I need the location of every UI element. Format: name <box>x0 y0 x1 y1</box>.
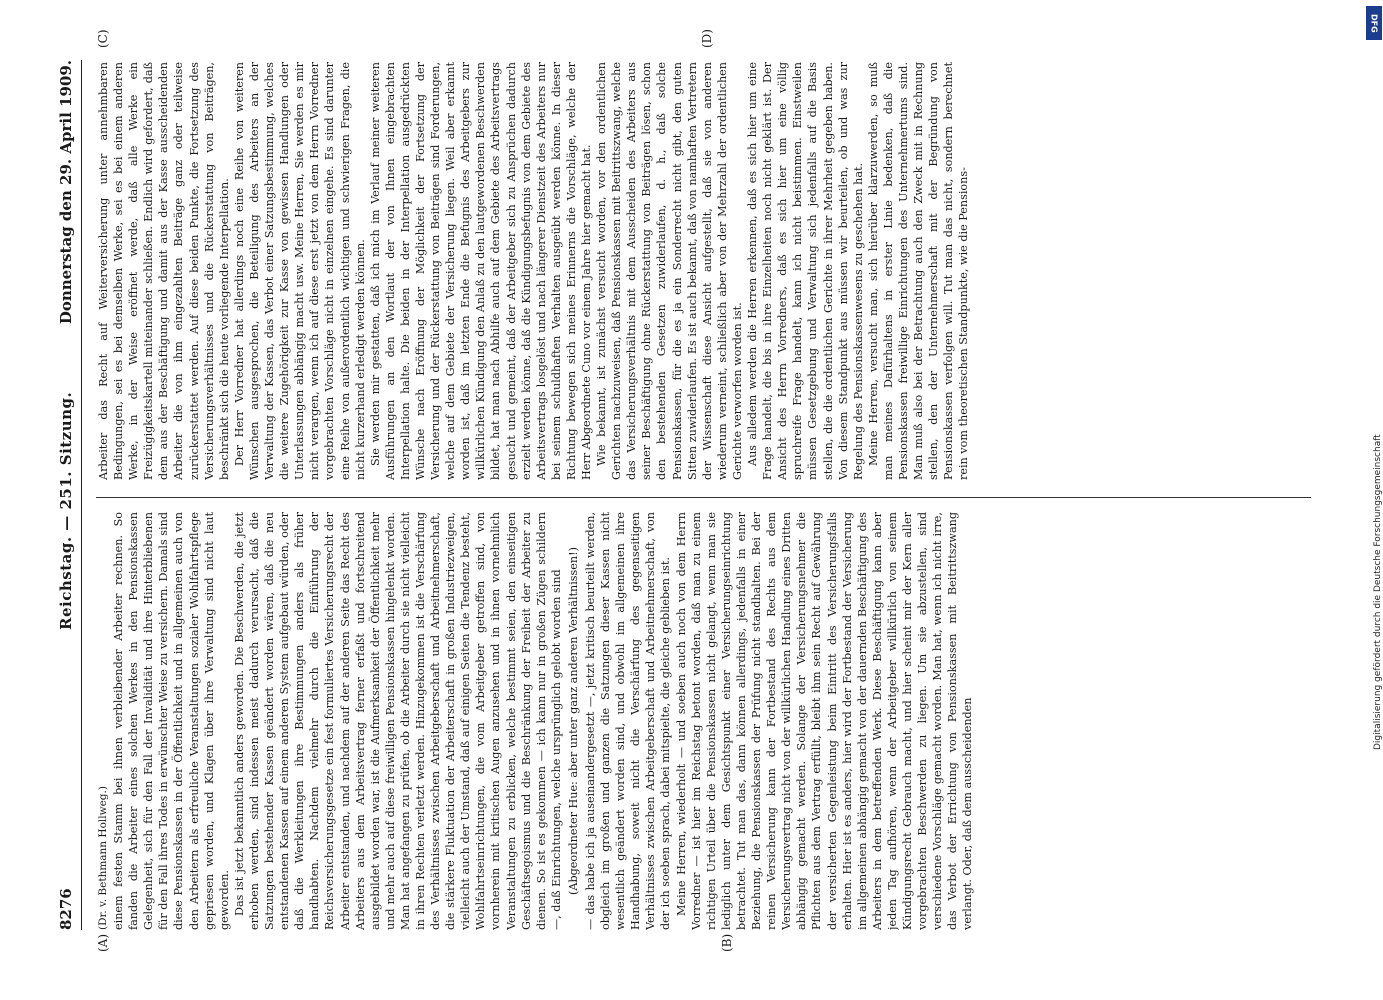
dfg-credit <box>1368 10 1383 750</box>
paragraph: Sie werden mir gestatten, daß ich mich im Verlauf meiner weiteren Ausführungen an den Wortlaut der von Ihnen eingebrachten Interpellation halte. Die beiden in der Interpellation ausgedrückten Wünsche nach Eröffnung der Möglichkeit der Fortsetzung der Versicherung und der Rückerstattung von Beiträgen sind Forderungen, welche auf dem Gebiete der Versicherung liegen. Weil aber erkannt worden ist, daß im letzten Ende die Befugnis des Arbeitgebers zur willkürlichen Kündigung den Anlaß zu den lautgewordenen Beschwerden bildet, hat man nach Abhilfe auch auf dem Gebiete des Arbeitsvertrags gesucht und gemeint, daß der Arbeitgeber sich zu Ansprüchen dadurch erzielt werden könne, daß die Kündigungsbefugnis von dem Gebiete des Arbeitsvertrags losgelöst und nach längerer Dienstzeit des Arbeiters nur bei seinem schuldhaften Verhalten ausgeübt werden könne. In dieser Richtung bewegen sich meines Erinnerns die Vorschläge, welche der Herr Abgeordnete Cuno vor einem Jahre hier gemacht hat. <box>368 62 593 480</box>
paragraph: Der Herr Vorredner hat allerdings noch eine Reihe von weiteren Wünschen ausgesprochen, die Beteiligung des Arbeiters an der Verwaltung der Kassen, das Verbot einer Satzungsbestimmung, welches die weitere Zugehörigkeit zur Kasse von gewissen Handlungen oder Unterlassungen abhängig macht usw. Meine Herren, Sie werden es mir nicht verargen, wenn ich auf diese erst jetzt von dem Herrn Vorredner vorgebrachten Vorschläge nicht in einzelnen eingehe. Es sind darunter eine Reihe von außerordentlich wichtigen und schwierigen Fragen, die nicht kurzerhand erledigt werden können. <box>232 62 367 480</box>
paragraph: einem festen Stamm bei ihnen verbleibender Arbeiter rechnen. So fanden die Arbeiter eines solchen Werkes in den Pensionskassen Gelegenheit, sich für den Fall der Invalidität und ihre Hinterbliebenen für den Fall ihres Todes in erwünschter Weise zu versichern. Damals sind diese Pensionskassen in der Öffentlichkeit und in allgemeinen auch von den Arbeitern als erfreuliche Veranstaltungen sozialer Wohlfahrtspflege gepriesen worden, und Klagen über ihre Verwaltung sind nicht laut geworden. <box>112 512 231 930</box>
right-column <box>96 62 1311 480</box>
page-number: 8276 <box>57 888 75 930</box>
margin-marker-b: (B) <box>720 933 734 952</box>
paragraph: Aus alledem werden die Herren erkennen, daß es sich hier um eine Frage handelt, die bis in ihre Einzelheiten noch nicht geklärt ist. Der Ansicht des Herrn Vorredners, daß es sich hier um eine völlig spruchreife Frage handelt, kann ich nicht beistimmen. Einstweilen müssen Gesetzgebung und Verwaltung sich jedenfalls auf die Basis stellen, die die ordentlichen Gerichte in ihrer Mehrheit gegeben haben. Von diesem Standpunkt aus müssen wir beurteilen, ob und was zur Regelung des Pensionskassenwesens zu geschehen hat. <box>746 62 865 480</box>
paragraph: Meine Herren, versucht man, sich hierüber klarzuwerden, so muß man meines Dafürhaltens in erster Linie bedenken, daß die Pensionskassen freiwillige Einrichtungen des Unternehmertums sind. Man muß also bei der Betrachtung auch den Zweck mit in Rechnung stellen, den der Unternehmerschaft mit der Begründung von Pensionskassen verfolgen will. Tut man das nicht, sondern berechnet rein vom theoretischen Standpunkte, wie die Pensions- <box>866 62 971 480</box>
paragraph: Wie bekannt, ist zunächst versucht worden, vor den ordentlichen Gerichten nachzuweisen, daß Pensionskassen mit Beitrittszwang, welche das Versicherungsverhältnis mit dem Ausscheiden des Arbeiters aus seiner Beschäftigung ohne Rückerstattung von Beiträgen lösen, schon den bestehenden Gesetzen zuwiderlaufen, d. h., daß solche Pensionskassen, für die es ja ein Sonderrecht nicht gibt, den guten Sitten zuwiderlaufen. Es ist auch bekannt, daß von namhaften Vertretern der Wissenschaft diese Ansicht aufgestellt, daß sie von anderen wiederum verneint, schließlich aber von der Mehrzahl der ordentlichen Gerichte verworfen worden ist. <box>595 62 744 480</box>
paragraph: — das habe ich ja auseinandergesetzt —, jetzt kritisch beurteilt werden, obgleich im großen und ganzen die Satzungen dieser Kassen nicht wesentlich geändert worden sind, und obwohl im allgemeinen ihre Handhabung, soweit nicht die Verschärfung des gegenseitigen Verhältnisses zwischen Arbeitgeberschaft und Arbeitnehmerschaft, von der ich soeben sprach, dabei mitspielte, die gleiche geblieben ist. <box>584 512 673 930</box>
dfg-logo: DFG <box>1366 6 1382 40</box>
header-title: Reichstag. — 251. Sitzung. <box>57 391 75 630</box>
interjection: (Abgeordneter Hue: aber unter ganz anderen Verhältnissen!) <box>566 547 580 895</box>
margin-marker-d: (D) <box>700 29 714 48</box>
margin-marker-c: (C) <box>96 29 110 48</box>
paragraph: Meine Herren, wiederholt — und soeben auch noch von dem Herrn Vorredner — ist hier im Reichstag betont worden, daß man zu einem richtigen Urteil über die Pensionskassen nicht gelangt, wenn man sie lediglich unter dem Gesichtspunkt einer Versicherungseinrichtung betrachtet. Tut man das, dann können allerdings, jedenfalls in einer Beziehung, die Pensionskassen der Prüfung nicht standhalten. Bei der reinen Versicherung kann der Fortbestand des Rechts aus dem Versicherungsvertrag nicht von der willkürlichen Handlung eines Dritten abhängig gemacht werden. Solange der Versicherungsnehmer die Pflichten aus dem Vertrag erfüllt, bleibt ihm sein Recht auf Gewährung der versicherten Gegenleistung beim Eintritt des Versicherungsfalls erhalten. Hier ist es anders, hier wird der Fortbestand der Versicherung im allgemeinen abhängig gemacht von der dauernden Beschäftigung des Arbeiters in dem betreffenden Werk. Diese Beschäftigung kann aber jeden Tag aufhören, wenn der Arbeitgeber willkürlich von seinem Kündigungsrecht Gebrauch macht, und hier scheint mir der Kern aller vorgebrachten Beschwerden zu liegen. Um sie abzustellen, sind verschiedene Vorschläge gemacht worden. Man hat, wenn ich nicht irre, das Verbot der Errichtung von Pensionskassen mit Beitrittszwang verlangt. Oder, daß dem ausscheidenden <box>674 512 975 930</box>
dfg-credit-text: Digitalisierung gefördert durch die Deutsche Forschungsgemeinschaft <box>1373 434 1383 750</box>
speaker-label: (Dr. v. Bethmann Hollweg.) <box>97 786 109 930</box>
running-header <box>55 60 82 930</box>
paragraph: Das ist jetzt bekanntlich anders geworden. Die Beschwerden, die jetzt erhoben werden, sind indessen meist dadurch verursacht, daß die Satzungen bestehender Kassen geändert worden wären, daß die neu entstandenen Kassen auf einem anderen System aufgebaut würden, oder daß die Werkleitungen ihre Bestimmungen anders als früher handhabten. Nachdem vielmehr durch die Einführung der Reichsversicherungsgesetze ein fest formuliertes Versicherungsrecht der Arbeiter entstanden, und nachdem auf der anderen Seite das Recht des Arbeiters aus dem Arbeitsvertrag ferner erfaßt und fortschreitend ausgebildet worden war, ist die Aufmerksamkeit der Öffentlichkeit mehr und mehr auch auf diese freiwilligen Pensionskassen hingelenkt worden. Man hat angefangen zu prüfen, ob die Arbeiter durch sie nicht vielleicht in ihren Rechten verletzt werden. Hinzugekommen ist die Verschärfung des Verhältnisses zwischen Arbeitgeberschaft und Arbeitnehmerschaft, die stärkere Fluktuation der Arbeiterschaft in großen Industriezweigen, vielleicht auch der Umstand, daß auf einigen Seiten die Tendenz besteht, Wohlfahrtseinrichtungen, die vom Arbeitgeber getroffen sind, von vornherein mit kritischen Augen anzusehen und in ihnen vornehmlich Veranstaltungen zu erblicken, welche bestimmt seien, den einseitigen Geschäftsegoismus und die Beschränkung der Freiheit der Arbeiter zu dienen. So ist es gekommen — ich kann nur in großen Zügen schildern —, daß Einrichtungen, welche ursprünglich gelobt worden sind <box>232 512 563 930</box>
paragraph: Arbeiter das Recht auf Weiterversicherung unter annehmbaren Bedingungen, sei es bei demselben Werke, sei es bei einem anderen Werke, in der Weise eröffnet werde, daß alle Werke ein Freizügigkeitskartell miteinander schließen. Endlich wird gefordert, daß dem aus der Beschäftigung und damit aus der Kasse ausscheidenden Arbeiter die von ihm eingezahlten Beiträge ganz oder teilweise zurückerstattet werden. Auf diese beiden Punkte, die Fortsetzung des Versicherungsverhältnisses und die Rückerstattung von Beiträgen, beschränkt sich die heute vorliegende Interpellation. <box>97 62 231 480</box>
column-divider <box>96 497 1311 498</box>
header-date: Donnerstag den 29. April 1909. <box>57 60 75 325</box>
margin-marker-a: (A) <box>96 933 110 952</box>
left-column <box>96 512 1311 930</box>
